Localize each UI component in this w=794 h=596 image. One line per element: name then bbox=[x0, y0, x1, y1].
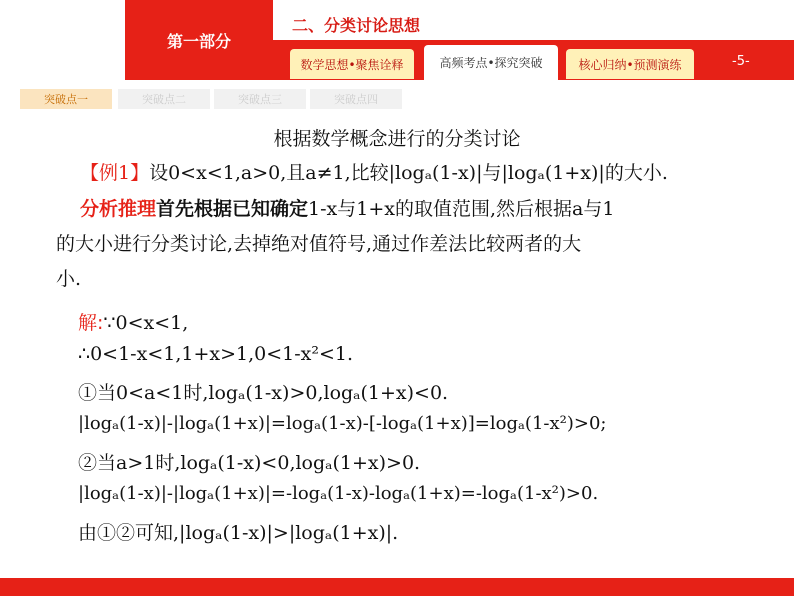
analysis-lead: 首先根据已知确定 bbox=[156, 198, 309, 220]
solution-line-7: 由①②可知,|logₐ(1-x)|>|logₐ(1+x)|. bbox=[78, 522, 399, 544]
example-text: 设0<x<1,a>0,且a≠1,比较|logₐ(1-x)|与|logₐ(1+x)|的大小. bbox=[149, 162, 668, 184]
example-line bbox=[80, 158, 668, 185]
subnav-item-3[interactable]: 突破点三 bbox=[214, 89, 306, 109]
example-tag: 【例1】 bbox=[80, 162, 150, 184]
analysis-label: 分析推理 bbox=[80, 198, 157, 220]
subnav-item-2[interactable]: 突破点二 bbox=[118, 89, 210, 109]
bottom-bar bbox=[0, 578, 794, 596]
analysis-line-1 bbox=[80, 194, 614, 221]
subnav-item-4[interactable]: 突破点四 bbox=[310, 89, 402, 109]
subnav-item-1[interactable]: 突破点一 bbox=[20, 89, 112, 109]
solution-line-3: ①当0<a<1时,logₐ(1-x)>0,logₐ(1+x)<0. bbox=[78, 382, 449, 404]
tab-math-thinking[interactable]: 数学思想•聚焦诠释 bbox=[290, 49, 414, 79]
solution-text-1: ∵0<x<1, bbox=[103, 312, 189, 334]
analysis-line-3: 小. bbox=[56, 268, 82, 290]
part-label: 第一部分 bbox=[125, 0, 273, 80]
page-number: -5- bbox=[732, 54, 750, 69]
section-title: 二、分类讨论思想 bbox=[292, 16, 421, 35]
analysis-line-2: 的大小进行分类讨论,去掉绝对值符号,通过作差法比较两者的大 bbox=[56, 233, 582, 255]
tab-core-summary[interactable]: 核心归纳•预测演练 bbox=[566, 49, 694, 79]
solution-line-5: ②当a>1时,logₐ(1-x)<0,logₐ(1+x)>0. bbox=[78, 452, 421, 474]
analysis-line1-rest: 1-x与1+x的取值范围,然后根据a与1 bbox=[308, 198, 615, 220]
solution-label: 解: bbox=[78, 312, 104, 334]
solution-line-1 bbox=[78, 308, 188, 335]
tab-high-frequency[interactable]: 高频考点•探究突破 bbox=[424, 45, 558, 80]
solution-line-6: |logₐ(1-x)|-|logₐ(1+x)|=-logₐ(1-x)-logₐ(1+x)=-logₐ(1-x²)>0. bbox=[78, 483, 599, 504]
solution-line-4: |logₐ(1-x)|-|logₐ(1+x)|=logₐ(1-x)-[-logₐ(1+x)]=logₐ(1-x²)>0; bbox=[78, 413, 607, 434]
solution-line-2: ∴0<1-x<1,1+x>1,0<1-x²<1. bbox=[78, 343, 354, 365]
page-title: 根据数学概念进行的分类讨论 bbox=[273, 128, 521, 150]
